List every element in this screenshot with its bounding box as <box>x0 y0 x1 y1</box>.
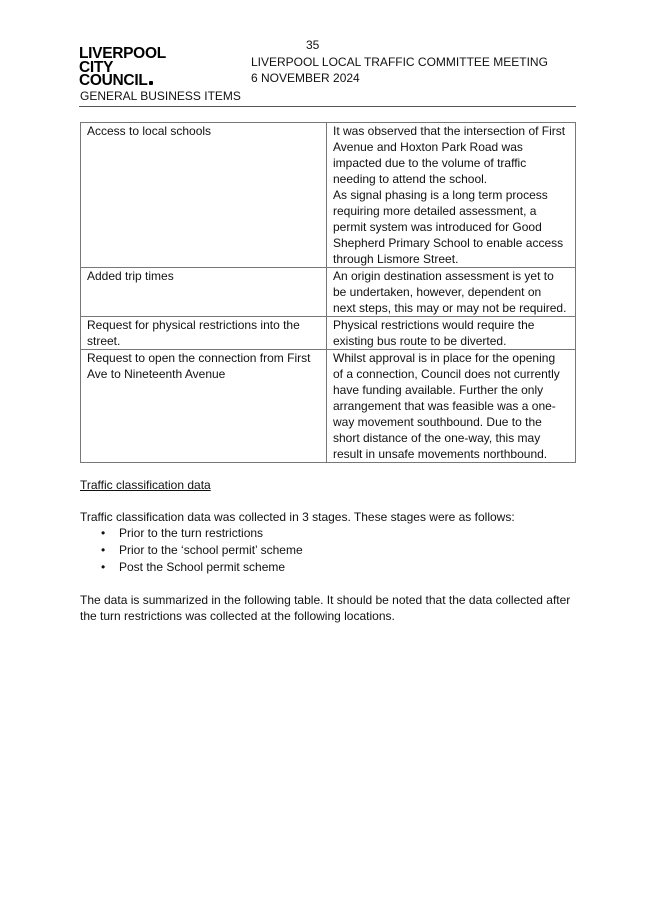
response-line: permit system was introduced for Good <box>333 220 542 234</box>
table-row <box>81 268 576 317</box>
issues-table <box>80 122 576 463</box>
stage-text: Prior to the turn restrictions <box>119 526 264 540</box>
list-item <box>80 525 303 542</box>
response-line: An origin destination assessment is yet to <box>333 269 554 283</box>
issue-cell: Request for physical restrictions into the street. <box>81 317 327 350</box>
table-row <box>81 317 576 350</box>
header-divider <box>79 106 576 107</box>
meeting-name: LIVERPOOL LOCAL TRAFFIC COMMITTEE MEETING <box>251 55 548 69</box>
response-cell <box>327 123 576 268</box>
meeting-title <box>251 54 548 86</box>
bullet-icon: • <box>101 526 106 540</box>
issue-cell: Access to local schools <box>81 123 327 268</box>
response-line: have funding available. Further the only <box>333 383 544 397</box>
list-item <box>80 542 303 559</box>
traffic-intro-paragraph: Traffic classification data was collected in 3 stages. These stages were as follows: <box>80 510 515 524</box>
response-line: of a connection, Council does not currently <box>333 367 560 381</box>
meeting-date: 6 NOVEMBER 2024 <box>251 71 360 85</box>
response-line: Avenue and Hoxton Park Road was <box>333 140 523 154</box>
response-line: way movement southbound. Due to the <box>333 415 542 429</box>
logo-line-2: CITY <box>79 58 114 76</box>
section-label: GENERAL BUSINESS ITEMS <box>80 89 241 103</box>
summary-paragraph: The data is summarized in the following table. It should be noted that the data collected after the turn restrictions was collected at the following locations. <box>80 593 571 623</box>
logo-line-1: LIVERPOOL <box>79 45 166 62</box>
response-line: Whilst approval is in place for the opening <box>333 351 556 365</box>
logo-mark-icon <box>149 81 153 85</box>
response-line: arrangement that was feasible was a one- <box>333 399 556 413</box>
response-line: next steps, this may or may not be required. <box>333 301 567 315</box>
response-cell <box>327 350 576 463</box>
traffic-section-heading: Traffic classification data <box>80 478 211 492</box>
issue-cell: Added trip times <box>81 268 327 317</box>
response-line: through Lismore Street. <box>333 252 459 266</box>
response-line: short distance of the one-way, this may <box>333 431 541 445</box>
response-line: It was observed that the intersection of First <box>333 124 566 138</box>
issue-cell: Request to open the connection from First Ave to Nineteenth Avenue <box>81 350 327 463</box>
bullet-icon: • <box>101 543 106 557</box>
table-row <box>81 350 576 463</box>
bullet-icon: • <box>101 560 106 574</box>
stage-text: Post the School permit scheme <box>119 560 286 574</box>
response-line: result in unsafe movements northbound. <box>333 447 548 461</box>
list-item <box>80 559 303 576</box>
response-cell <box>327 317 576 350</box>
council-logo <box>79 47 189 88</box>
response-line: Physical restrictions would require the <box>333 318 535 332</box>
response-line: existing bus route to be diverted. <box>333 334 507 348</box>
table-row <box>81 123 576 268</box>
logo-line-3-text: COUNCIL <box>79 72 148 89</box>
response-line: impacted due to the volume of traffic <box>333 156 527 170</box>
response-line: be undertaken, however, dependent on <box>333 285 542 299</box>
response-line: requiring more detailed assessment, a <box>333 204 537 218</box>
stages-list <box>80 525 303 576</box>
response-line: Shepherd Primary School to enable access <box>333 236 564 250</box>
logo-line-3 <box>79 74 189 88</box>
response-cell <box>327 268 576 317</box>
page-number: 35 <box>306 38 320 52</box>
stage-text: Prior to the ‘school permit’ scheme <box>119 543 303 557</box>
response-line: needing to attend the school. <box>333 172 488 186</box>
response-line: As signal phasing is a long term process <box>333 188 548 202</box>
